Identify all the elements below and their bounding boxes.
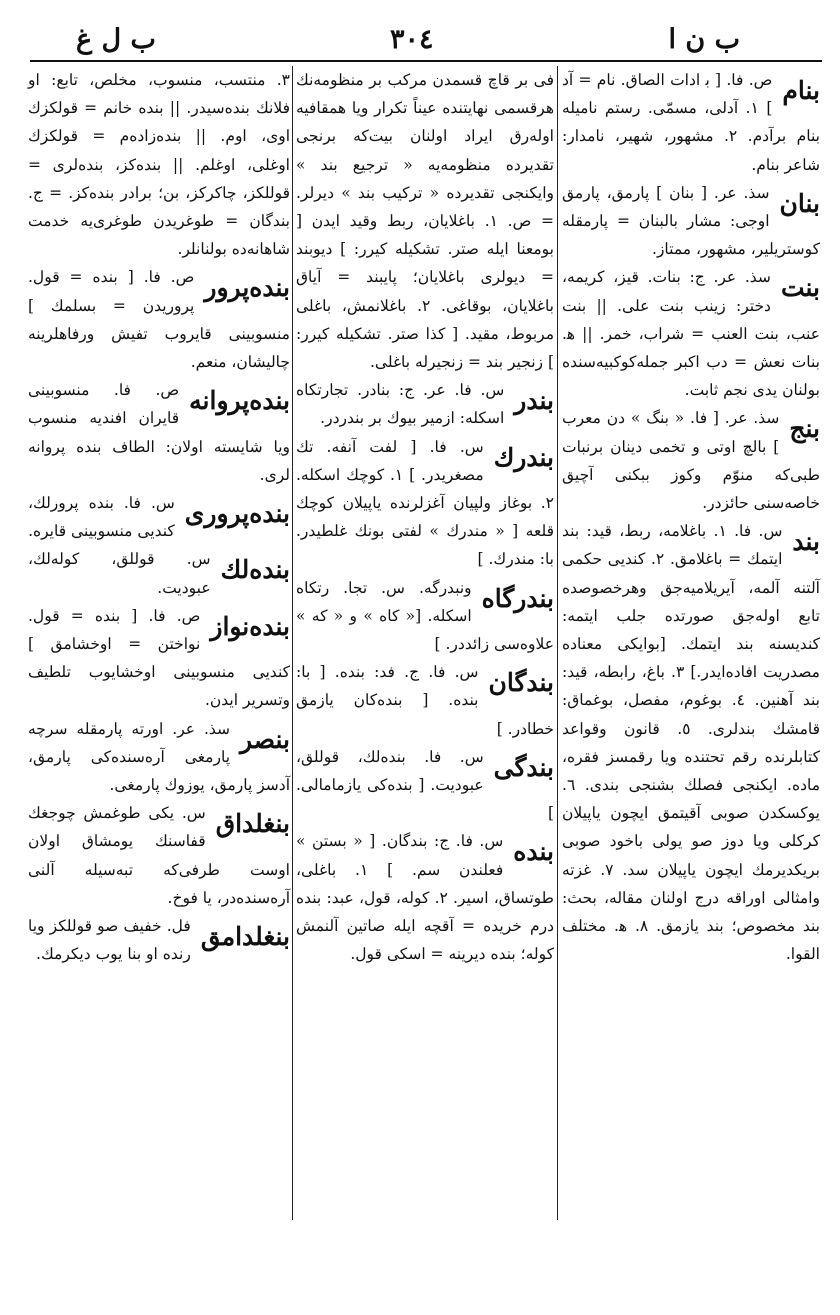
- definition: سذ. عر. اورته پارمقله سرچه پارمغى آره‌سنده‌كى پارمق، آدسز پارمق، يوزوك پارمغى.: [28, 719, 290, 795]
- entry-continued: [28, 66, 290, 263]
- entry: [28, 376, 290, 489]
- headword: بنده‌پرور: [204, 273, 290, 303]
- page-number: ٣٠٤: [390, 24, 434, 55]
- headword: بنده‌لك: [220, 555, 290, 585]
- headword: بندر: [514, 386, 554, 416]
- entry: [296, 743, 554, 828]
- entry: [296, 827, 554, 968]
- headword: بندرك: [493, 442, 554, 472]
- definition: سذ. عر. [ ب‍نان ] پارمق، پارمق اوجى: مشار بالبنان = پارمقله كوستريلير، مشهور، ممتاز.: [562, 183, 820, 259]
- headword: بندگى: [493, 752, 554, 782]
- entry: [28, 263, 290, 376]
- entry: [28, 799, 290, 912]
- definition: ص. فا. [ بنده = قول. نواختن = اوخشامق ] كنديى منسوبينى اوخشايوب تلطيف وتسرير ايدن.: [28, 606, 290, 710]
- definition: ص. فا. [ بنده = قول. پروريدن = بسلمك ] منسوبينى قايروب تفيش ورفاهلرينه چاليشان، منعم.: [28, 268, 290, 372]
- column-middle: [296, 66, 554, 1220]
- column-left: [28, 66, 290, 1220]
- headword: بنام: [782, 76, 820, 105]
- headword: بنت: [780, 273, 820, 303]
- entry: [28, 715, 290, 800]
- page-header: [30, 22, 820, 58]
- entry: [562, 404, 820, 517]
- definition: س. قوللق، كوله‌لك، عبوديت.: [28, 550, 211, 597]
- definition: ٣. منتسب، منسوب، مخلص، تابع: او فلانك بنده‌سيدر. || بنده خانم = قولكزك اوى، اوم. || بنده‌زاده‌م = قولكزك اوغلى، اوغلم. || بنده‌كز، بنده‌لرى = قوللكز، چاكركز، بن؛ برادر بنده‌كز. = ج. بندگان = طوغريدن طوغرى‌يه خدمت شاهانه‌ده بولنانلر.: [28, 71, 290, 259]
- entry: [296, 658, 554, 743]
- definition: س. فا. ج. فد: بنده. [ با: بنده. [ بنده‌كان يازمق خطادر. ]: [296, 663, 554, 738]
- definition: س. فا. [ لفت آنفه. تك مصغريدر. ] ١. كوچك اسكله. ٢. بوغاز ولپيان آغزلرنده ياپيلان كوچك قلعه [ « مندرك » لفتى بونك غلطيدر. با: مندرك. ]: [296, 437, 554, 569]
- definition: س. فا. ج: بندگان. [ « بستن » فعلندن سم. ] ١. باغلى، طوتساق، اسير. ٢. كوله، قول، عبد: بنده درم خريده = آقچه ايله صاتين آلنمش كوله؛ بنده ديرينه = اسكى قول.: [296, 832, 554, 964]
- entry-continued: [296, 66, 554, 376]
- headword: بنده: [513, 837, 554, 867]
- headword: بندرگاه: [481, 583, 554, 613]
- entry: [28, 545, 290, 601]
- definition: سذ. عر. [ فا. « بنگ » دن معرب ] بالچ اوتى و تخمى دينان برنبات طبى‌كه منوّم وكوز ببكنى آچيق خاصه‌سنى حائزدر.: [562, 409, 820, 513]
- entry: [562, 263, 820, 404]
- header-right-letters: ب ن ا: [668, 24, 740, 55]
- entry: [562, 179, 820, 264]
- headword: بنان: [779, 188, 820, 218]
- definition: فى بر قاچ قسمدن مركب بر منظومه‌نك هرقسمى نهايتنده عيناً تكرار ويا همقافيه اوله‌رق ايراد اولنان بيت‌كه برنجى تقديرده منظومه‌يه « ترجيع بند » وايكنجى تقديرده « تركيب بند » ديرلر. = ص. ١. باغلايان، ربط وقيد ايدن [ بومعنا ايله صتر. تشكيله كيرر: ] ديوبند = ديولرى باغلايان؛ پايبند = آياق باغلايان، بوقاغى. ٢. باغلانمش، باغلى مربوط، مقيد. [ كذا صتر. تشكيله كيرر: ] زنجير بند = زنجيرله باغلى.: [296, 71, 554, 372]
- definition: س. فا. بنده‌لك، قوللق، عبوديت. [ بنده‌كى يازمامالى. ]: [296, 747, 554, 823]
- entry: [28, 489, 290, 545]
- column-right: [562, 66, 820, 1220]
- headword: بنده‌پروانه: [189, 386, 290, 416]
- entry: [296, 574, 554, 659]
- entry: [562, 66, 820, 179]
- definition: ص. فا. [ ب‍ ادات الصاق. نام = آد ] ١. آدلى، مسمّى. رستم ناميله بنام برآدم. ٢. مشهور، شهير، نامدار: شاعر بنام.: [562, 71, 820, 174]
- headword: بندگان: [488, 668, 554, 698]
- headword: بنده‌نواز: [210, 611, 290, 641]
- headword: بنصر: [240, 724, 290, 754]
- definition: ص. فا. منسوبينى قايران افنديه منسوب ويا شايسته اولان: الطاف بنده پروانه لرى.: [28, 381, 290, 484]
- definition: س. فا. ١. باغلامه، ربط، قيد: بند ايتمك = باغلامق. ٢. كنديى حكمى آلتنه آلمه، آيريلاميه‌جق وهرخصوصده تابع اوله‌جق صورتده جلب ايتمه: كنديسنه بند ايتمك. [بوايكى معناده مصدريت افاده‌ايدر.] ٣. باغ، رابطه، قيد: بند آهنين. ٤. بوغوم، مفصل، بوغماق: قامشك بندلرى. ٥. قانون وقواعد كتابلرنده رقم تحتنده ويا رقمسز فقره، ماده. ايكنجى فصلك بشنجى بندى. ٦. يوكسكدن صوبى آقيتمق ايچون ياپيلان كركلى ويا دوز صو يولى باخود صوبى بريكديرمك ايچون ياپيلان سد. ٧. غزته وامثالى اوراقه درج اولنان مقاله، بحث: بند مخصوص؛ بند يازمق. ٨. ه‍. مختلف القوا.: [562, 522, 820, 964]
- definition: س. يكى طوغمش چوجغك قفاسنك يومشاق اولان اوست طرفى‌كه تبه‌سيله آلنى آره‌سنده‌در، يا فوخ.: [28, 804, 290, 907]
- headword: بند: [792, 527, 820, 557]
- headword: بنغلدامق: [200, 922, 290, 952]
- header-rule: [30, 60, 822, 62]
- entry: [28, 912, 290, 968]
- header-left-letters: ب ل غ: [76, 24, 156, 55]
- column-divider-left: [292, 66, 293, 1220]
- entry: [562, 517, 820, 968]
- headword: بنج: [789, 414, 820, 444]
- entry: [296, 376, 554, 432]
- definition: فل. خفيف صو قوللكز ويا رنده او بنا يوب ديكرمك.: [28, 917, 191, 964]
- column-divider-right: [557, 66, 558, 1220]
- headword: بنده‌پرورى: [184, 499, 290, 529]
- definition: س. فا. بنده پرورلك، كنديى منسوبينى قايره.: [28, 494, 175, 541]
- definition: ونبدرگه. س. تجا. رتكاه اسكله. [« كاه » و « كه » علاوه‌سى زائددر. ]: [296, 578, 554, 654]
- headword: بنغلداق: [215, 809, 290, 839]
- entry: [28, 602, 290, 715]
- definition: سذ. عر. ج: بنات. قيز، كريمه، دختر: زينب بنت على. || بنت عنب، بنت العنب = شراب، خمر. || ه‍. بنات نعش = دب اكبر جمله‌كوكبيه‌سنده بولنان يدى نجم ثابت.: [562, 268, 820, 400]
- definition: س. فا. عر. ج: بنادر. تجارتكاه اسكله: ازمير بيوك بر بندردر.: [296, 381, 505, 428]
- entry: [296, 433, 554, 574]
